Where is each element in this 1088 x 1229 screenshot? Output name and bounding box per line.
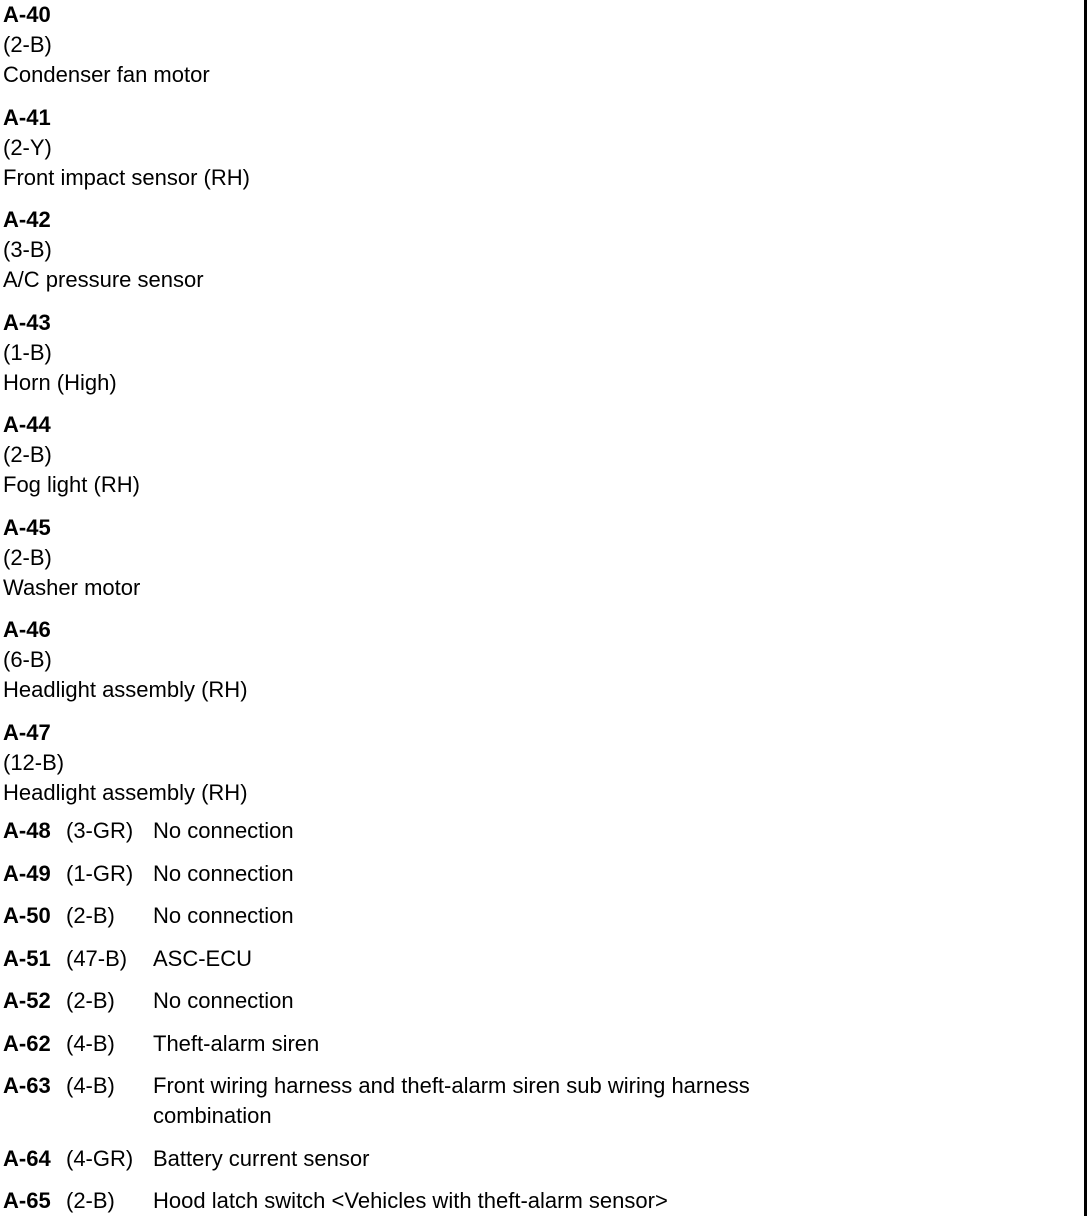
connector-row xyxy=(3,1144,873,1174)
connector-pins: (3-GR) xyxy=(66,818,134,843)
connector-description: Fog light (RH) xyxy=(3,472,140,497)
connector-pins: (2-B) xyxy=(3,32,52,57)
connector-row xyxy=(3,816,873,846)
connector-row xyxy=(3,901,873,931)
connector-entry xyxy=(3,615,250,705)
connector-description: Washer motor xyxy=(3,574,141,600)
connector-row xyxy=(3,1071,873,1131)
connector-row xyxy=(3,1186,873,1216)
connector-pins: (2-B) xyxy=(3,544,52,570)
connector-code: A-43 xyxy=(3,309,51,335)
connector-code: A-50 xyxy=(3,903,51,928)
connector-entry xyxy=(3,410,250,500)
connector-row xyxy=(3,944,873,974)
connector-pins: (2-Y) xyxy=(3,134,52,160)
connector-code: A-48 xyxy=(3,818,51,843)
connector-pins: (47-B) xyxy=(66,945,128,971)
connector-pins: (1-GR) xyxy=(66,860,134,886)
connector-description: No connection xyxy=(153,988,294,1013)
connector-description: Horn (High) xyxy=(3,369,117,395)
connector-description: Battery current sensor xyxy=(153,1145,370,1171)
connector-entry xyxy=(3,0,250,90)
connector-pins: (4-GR) xyxy=(66,1145,134,1171)
connector-code: A-45 xyxy=(3,514,51,540)
connector-entry xyxy=(3,205,250,295)
connector-entry xyxy=(3,308,250,398)
connector-description: Hood latch switch <Vehicles with theft-alarm sensor> xyxy=(153,1188,668,1213)
connector-pins: (1-B) xyxy=(3,339,52,365)
connector-code: A-40 xyxy=(3,2,51,27)
connector-pins: (2-B) xyxy=(3,442,52,467)
connector-pins: (4-B) xyxy=(66,1030,115,1056)
connector-entry xyxy=(3,513,250,603)
connector-row xyxy=(3,1029,873,1059)
connector-description: Headlight assembly (RH) xyxy=(3,779,248,805)
connector-description: ASC-ECU xyxy=(153,945,253,971)
connector-row xyxy=(3,859,873,889)
connector-pins: (12-B) xyxy=(3,749,65,775)
connector-code: A-46 xyxy=(3,617,51,642)
connector-code: A-63 xyxy=(3,1073,51,1098)
connector-description: Theft-alarm siren xyxy=(153,1030,320,1056)
connector-entry xyxy=(3,718,250,808)
connector-pins: (2-B) xyxy=(66,1188,115,1213)
connector-row xyxy=(3,986,873,1016)
connector-code: A-65 xyxy=(3,1188,51,1213)
stacked-connector-list xyxy=(3,0,250,820)
connector-code: A-49 xyxy=(3,860,51,886)
connector-pins: (2-B) xyxy=(66,903,115,928)
inline-connector-list xyxy=(3,816,873,1229)
right-margin-rule xyxy=(1084,0,1087,1216)
connector-pins: (6-B) xyxy=(3,647,52,672)
connector-entry xyxy=(3,103,250,193)
connector-description: No connection xyxy=(153,860,294,886)
connector-pins: (4-B) xyxy=(66,1073,115,1098)
connector-code: A-41 xyxy=(3,104,51,130)
connector-description: No connection xyxy=(153,818,294,843)
connector-code: A-42 xyxy=(3,207,51,232)
connector-description: Front impact sensor (RH) xyxy=(3,164,250,190)
connector-code: A-62 xyxy=(3,1030,51,1056)
connector-code: A-44 xyxy=(3,412,51,437)
connector-code: A-51 xyxy=(3,945,51,971)
connector-code: A-47 xyxy=(3,719,51,745)
connector-description: No connection xyxy=(153,903,294,928)
connector-code: A-64 xyxy=(3,1145,51,1171)
connector-pins: (3-B) xyxy=(3,237,52,262)
connector-description: Front wiring harness and theft-alarm siren sub wiring harness combination xyxy=(153,1073,750,1128)
connector-description: Headlight assembly (RH) xyxy=(3,677,248,702)
connector-code: A-52 xyxy=(3,988,51,1013)
connector-description: Condenser fan motor xyxy=(3,62,210,87)
connector-description: A/C pressure sensor xyxy=(3,267,204,292)
connector-pins: (2-B) xyxy=(66,988,115,1013)
